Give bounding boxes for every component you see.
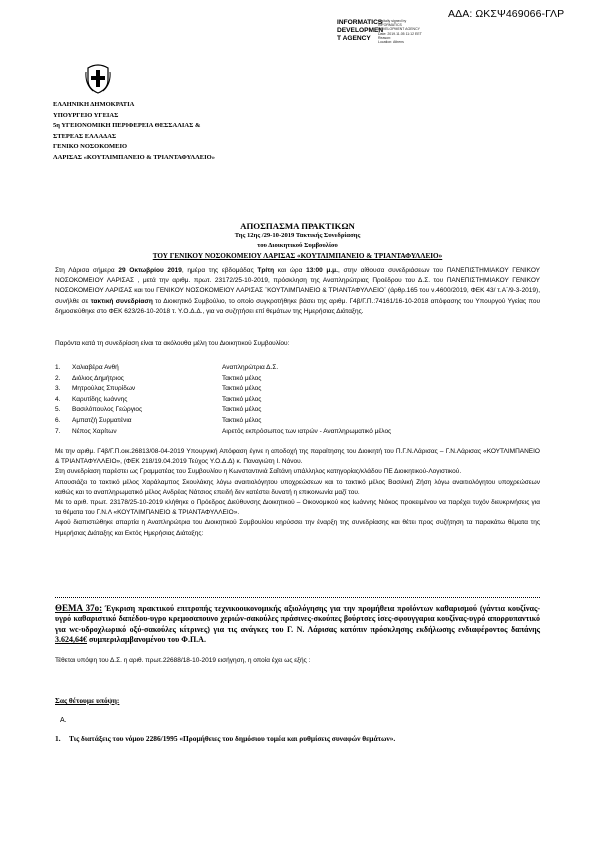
body-paragraph: Με το αριθ. πρωτ. 23178/25-10-2019 κλήθηκε ο Πρόεδρος Διεύθυνσης Διοικητικού – Οικονομικού κος Ιωάννης Νιόκος προκειμένου να παρέχει τυχόν διευκρινήσεις για τα θέματα του Γ.Ν.Λ «ΚΟΥΤΛΙΜΠΑΝΕΙΟ & ΤΡΙΑΝΤΑΦΥΛΛΕΙΟ». [55, 499, 540, 517]
ada-code: ΑΔΑ: ΩΚΣΨ469066-ΓΛΡ [448, 8, 565, 20]
signature-line: Reason: [378, 35, 392, 40]
header-line: ΣΤΕΡΕΑΣ ΕΛΛΑΔΑΣ [53, 132, 117, 140]
session-type: τακτική συνεδρίαση [90, 297, 153, 305]
member-role: Τακτικό μέλος [222, 395, 262, 403]
member-name: Χαλιαβέρα Ανθή [72, 364, 119, 371]
ida-logo-text [337, 19, 383, 43]
opening-paragraph [55, 266, 540, 317]
text-run: το Διοικητικό Συμβούλιο, το οποίο συγκροτήθηκε βάσει της αριθμ. Γ4β/Γ.Π.:74161/16-10-2018 απόφασης του Υπουργού Υγείας που δημοσιεύθηκε στο ΦΕΚ 623/26-10-2018 τ. Υ.Ο.Δ.Δ., για να συζητήσει επί θεμάτων της Ημερήσιας Διάταξης. [55, 297, 541, 315]
ida-line: T AGENCY [337, 35, 371, 42]
meeting-date: 29 Οκτωβρίου 2019 [118, 267, 182, 274]
member-name: Αμπατζή Συρματένια [72, 416, 132, 424]
board-line: του Διοικητικού Συμβουλίου [257, 242, 338, 249]
proposal-heading: Σας θέτουμε υπόψη: [55, 696, 120, 705]
header-line: ΓΕΝΙΚΟ ΝΟΣΟΚΟΜΕΙΟ [53, 143, 128, 151]
signature-line: Location: Athens [378, 40, 404, 45]
body-paragraph: Με την αριθμ. Γ4β/Γ.Π.οικ.26813/08-04-2019 Υπουργική Απόφαση έγινε η αποδοχή της παραίτησης του Διοικητή του Π.Γ.Ν.Λάρισας – Γ.Ν.Λάρισας «ΚΟΥΤΛΙΜΠΑΝΕΙΟ & ΤΡΙΑΝΤΑΦΥΛΛΕΙΟ», (ΦΕΚ 218/19.04.2019 Τεύχος Υ.Ο.Δ.Δ) κ. Παναγιώτη Ι. Νάνου. [55, 448, 540, 466]
signature-line: Digitally signed by [378, 19, 407, 23]
member-role: Αιρετός εκπρόσωπος των ιατρών - Αναπληρωματικό μέλος [222, 427, 392, 435]
attendance-intro: Παρόντα κατά τη συνεδρίαση είναι τα ακόλουθα μέλη του Διοικητικού Συμβουλίου: [55, 340, 290, 347]
ida-line: DEVELOPMEN [337, 27, 384, 34]
theme-paragraph [55, 603, 540, 646]
theme-amount: 3.624,64€ [55, 635, 87, 645]
issuer-header [53, 100, 215, 164]
member-num: 6. [55, 416, 61, 424]
hospital-line: ΤΟΥ ΓΕΝΙΚΟΥ ΝΟΣΟΚΟΜΕΙΟΥ ΛΑΡΙΣΑΣ «ΚΟΥΤΛΙΜΠΑΝΕΙΟ & ΤΡΙΑΝΤΑΦΥΛΛΕΙΟ» [152, 252, 443, 260]
member-num: 7. [55, 427, 61, 435]
member-name: Βασιλόπουλος Γεώργιος [72, 406, 143, 414]
meeting-day: Τρίτη [257, 267, 275, 274]
header-line: ΕΛΛΗΝΙΚΗ ΔΗΜΟΚΡΑΤΙΑ [53, 101, 135, 108]
body-paragraph: Αφού διαπιστώθηκε απαρτία η Αναπληρώτρια του Διοικητικού Συμβουλίου κηρύσσει την έναρξη της συνεδρίασης και θέτει προς συζήτηση τα παρακάτω θέματα της Ημερήσιας Διάταξης και Εκτός Ημερήσιας Διάταξης: [55, 519, 540, 537]
member-role: Τακτικό μέλος [222, 374, 262, 382]
text-run: , ημέρα της εβδομάδας [181, 267, 258, 274]
proposal-intro: Τέθεται υπόψη του Δ.Σ. η αριθ. πρωτ.22688/18-10-2019 εισήγηση, η οποία έχει ως εξής : [55, 657, 311, 664]
dotted-separator [55, 597, 540, 598]
signature-line: INFORMATICS DEVELOPMENT AGENCY [378, 23, 420, 32]
body-paragraph: Στη συνεδρίαση παρέστει ως Γραμματέας του Συμβουλίου η Κωνσταντινιά Σαΐτάνη υπάλληλος κατηγορίας/κλάδου ΠΕ Διοικητικού-Λογιστικού. [55, 468, 462, 476]
member-role: Τακτικό μέλος [222, 406, 262, 414]
ida-line: INFORMATICS [337, 19, 383, 26]
header-line: 5η ΥΓΕΙΟΝΟΜΙΚΗ ΠΕΡΙΦΕΡΕΙΑ ΘΕΣΣΑΛΙΑΣ & [53, 122, 201, 130]
theme-text-end: συμπεριλαμβανομένου του Φ.Π.Α. [87, 635, 206, 645]
text-run: και ώρα [274, 267, 307, 274]
digital-signature-block [378, 19, 428, 44]
member-name: Μητρούλας Σπυρίδων [72, 385, 136, 393]
minutes-body [55, 447, 540, 539]
member-name: Νέπος Χαρίτων [72, 427, 117, 435]
member-role: Τακτικό μέλος [222, 385, 262, 393]
session-line: Της 12ης /29-10-2019 Τακτικής Συνεδρίασης [234, 232, 361, 239]
header-line: ΛΑΡΙΣΑΣ «ΚΟΥΤΛΙΜΠΑΝΕΙΟ & ΤΡΙΑΝΤΑΦΥΛΛΕΙΟ» [53, 153, 215, 161]
member-role: Τακτικό μέλος [222, 416, 262, 424]
item-text: Τις διατάξεις του νόμου 2286/1995 «Προμήθειες του δημόσιου τομέα και ρυθμίσεις συναφών θεμάτων». [69, 734, 396, 743]
header-line: ΥΠΟΥΡΓΕΙΟ ΥΓΕΙΑΣ [53, 111, 119, 119]
member-num: 3. [55, 385, 61, 393]
member-num: 4. [55, 395, 61, 403]
member-name: Καρυτίδης Ιωάννης [72, 395, 128, 403]
section-alpha: Α. [60, 717, 67, 724]
theme-text: Έγκριση πρακτικού επιτροπής τεχνικοοικονομικής αξιολόγησης για την προμήθεια προϊόντων καθαρισμού (γάντια κουζίνας-υγρό καθαριστικό δαπέδου-υγρο κρεμοσαπουνο χεριών-σακούλες πράσινες-σκούπες βούρτσες ίσες-σφουγγαρια κουζίνας-υγρό απορρυπαντικό για wc-υδροχλωρικό οξύ-σακούλες κίτρινες) για τις ανάγκες του Γ. Ν. Λάρισας κατόπιν πρόσκλησης εκδήλωσης ενδιαφέροντος δαπάνης [55, 604, 541, 634]
text-run: Στη Λάρισα σήμερα [55, 267, 119, 274]
member-name: Διόλιος Δημήτριος [72, 374, 124, 382]
proposal-item [55, 733, 540, 744]
theme-label: ΘΕΜΑ 37ο: [55, 603, 103, 613]
text-run: , στην αίθουσα συνεδριάσεων του ΠΑΝΕΠΙΣΤΗΜΙΑΚΟΥ ΓΕΝΙΚΟΥ ΝΟΣΟΚΟΜΕΙΟΥ ΛΑΡΙΣΑΣ , μετά την αριθμ. πρωτ. 23172/25-10-2019, πρόσκληση της Αναπληρώτριας Προέδρου του Δ.Σ. του ΠΑΝΕΠΙΣΤΗΜΙΑΚΟΥ ΓΕΝΙΚΟΥ ΝΟΣΟΚΟΜΕΙΟΥ ΛΑΡΙΣΑΣ και του ΓΕΝΙΚΟΥ ΝΟΣΟΚΟΜΕΙΟΥ ΛΑΡΙΣΑΣ ¨ΚΟΥΤΛΙΜΠΑΝΕΙΟ & ΤΡΙΑΝΤΑΦΥΛΛΕΙΟ¨ (άρθρ.165 του ν.4600/2019, ΦΕΚ 43/ τ.Α΄/9-3-2019), συνήλθε σε [55, 267, 540, 305]
member-role: Αναπληρώτρια Δ.Σ. [222, 364, 279, 371]
meeting-time: 13:00 μ.μ. [306, 267, 338, 274]
doc-title: ΑΠΟΣΠΑΣΜΑ ΠΡΑΚΤΙΚΩΝ [240, 221, 355, 231]
member-num: 2. [55, 374, 61, 382]
greek-emblem-icon [85, 64, 111, 94]
member-num: 1. [55, 364, 61, 371]
body-paragraph: Απουσιάζει το τακτικό μέλος Χαράλαμπος Σκουλάκης λόγω αναιτιολόγητου υποχρεώσεων και το τακτικό μέλος Βασιλική Ζήση λόγω αναιτιολόγητου υποχρεώσεων καθώς και το αναπληρωματικό μέλος Ανδρέας Νάτσιος επειδή δεν κατέστει δυνατή η επικοινωνία μαζί του. [55, 478, 540, 496]
member-num: 5. [55, 406, 61, 414]
signature-line: Date: 2019.11.05 11:12 EET [378, 31, 422, 36]
item-number: 1. [55, 734, 61, 743]
